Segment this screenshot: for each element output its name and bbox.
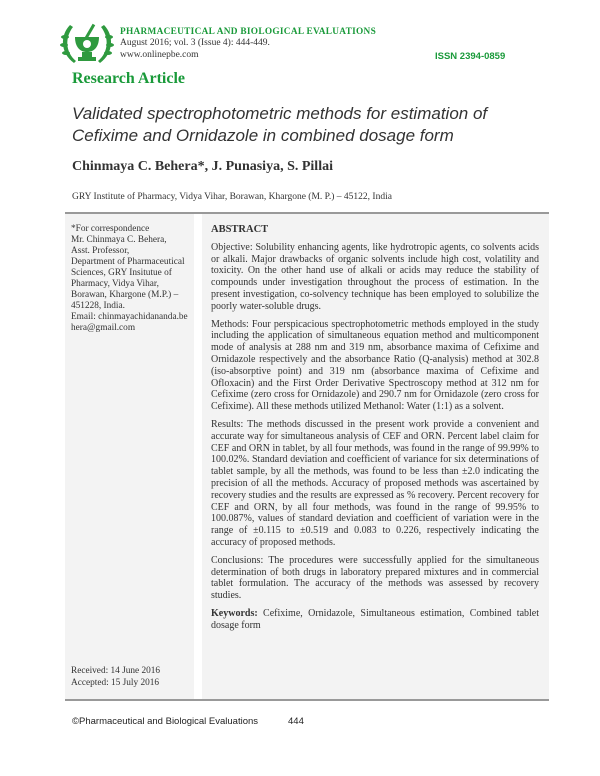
correspondence-name: Mr. Chinmaya C. Behera, [71, 235, 167, 245]
abstract-heading: ABSTRACT [211, 224, 269, 235]
keywords-label: Keywords: [211, 607, 258, 619]
correspondence-box [65, 214, 194, 699]
keywords-list: Cefixime, Ornidazole, Simultaneous estimation, Combined tablet dosage form [211, 607, 539, 631]
journal-logo-icon [58, 17, 116, 69]
issn: ISSN 2394-0859 [435, 51, 506, 62]
abstract-methods: Methods: Four perspicacious spectrophotometric methods employed in the study including the application of simultaneous equation method and multicomponent mode of analysis at 288 nm and 319 nm, absorbance maxima of Cefixime and Ornidazole respectively and the absorbance Ratio (Q-analysis) method at 302.8 (iso-absorptive point) and 319 nm (absorbance maxima of Cefixime and Ofloxacin) and the First Order Derivative Spectroscopy method at 312 nm for Cefixime (zero cross for Ornidazole) and 290.7 nm for Ornidazole (zero cross for Cefixime). All these methods utilized Methanol: Water (1:1) as a solvent. [211, 318, 539, 413]
authors: Chinmaya C. Behera*, J. Punasiya, S. Pillai [72, 159, 333, 174]
journal-name: PHARMACEUTICAL AND BIOLOGICAL EVALUATIONS [120, 27, 377, 37]
journal-website-link[interactable]: www.onlinepbe.com [120, 50, 199, 60]
abstract-objective: Objective: Solubility enhancing agents, like hydrotropic agents, co solvents acids or alkali. Major drawbacks of organic solvents include high cost, volatility and toxicity. On the other hand use of alkali or acids may reduce the stability of compounds under investigation throughout the process of estimation. In the present investigation, co-solvency technique has been employed to solubilize the poorly water-soluble drugs. [211, 241, 539, 312]
correspondence-email[interactable]: Email: chinmayachidananda.be hera@gmail.com [71, 312, 188, 333]
footer-copyright: ©Pharmaceutical and Biological Evaluations [72, 716, 259, 727]
issue-info: August 2016; vol. 3 (Issue 4): 444-449. [120, 38, 270, 48]
abstract-box [202, 214, 549, 699]
correspondence-address: Department of Pharmaceutical Sciences, GRY Insitutue of Pharmacy, Vidya Vihar, Borawan, Khargone (M.P.) – 451228, India. [71, 257, 185, 311]
article-title: Validated spectrophotometric methods for estimation of Cefixime and Ornidazole in combined dosage form [72, 104, 488, 145]
page-number: 444 [288, 716, 304, 727]
article-type: Research Article [72, 70, 185, 87]
keywords [211, 608, 539, 632]
abstract-conclusions: Conclusions: The procedures were successfully applied for the simultaneous determination of both drugs in laboratory prepared mixtures and in commercial tablet formulation. The accuracy of the methods was assessed by recovery studies. [211, 554, 539, 602]
divider-bottom [65, 699, 549, 701]
dates [71, 665, 160, 689]
correspondence-label: *For correspondence [71, 224, 150, 234]
accepted-date: Accepted: 15 July 2016 [71, 678, 160, 688]
abstract-results: Results: The methods discussed in the present work provide a convenient and accurate way for simultaneous analysis of CEF and ORN. Percent label claim for CEF and ORN in tablet, by all four methods, was found in the range of 99.99% to 100.02%. Standard deviation and coefficient of variance for six determinations of tablet sample, by all the methods, was found to be less than ±2.0 indicating the precision of all the methods. Accuracy of proposed methods was ascertained by recovery studies and the results are expressed as % recovery. Percent recovery for CEF and ORN, by all four methods, was found in the range of 99.95% to 100.087%, values of standard deviation and coefficient of variation were in the range of ±0.115 to ±0.519 and 0.083 to 0.226, respectively indicating the accuracy of proposed methods. [211, 418, 539, 548]
correspondence-position: Asst. Professor, [71, 246, 130, 256]
affiliation: GRY Institute of Pharmacy, Vidya Vihar, Borawan, Khargone (M. P.) – 45122, India [72, 192, 392, 202]
received-date: Received: 14 June 2016 [71, 666, 161, 676]
